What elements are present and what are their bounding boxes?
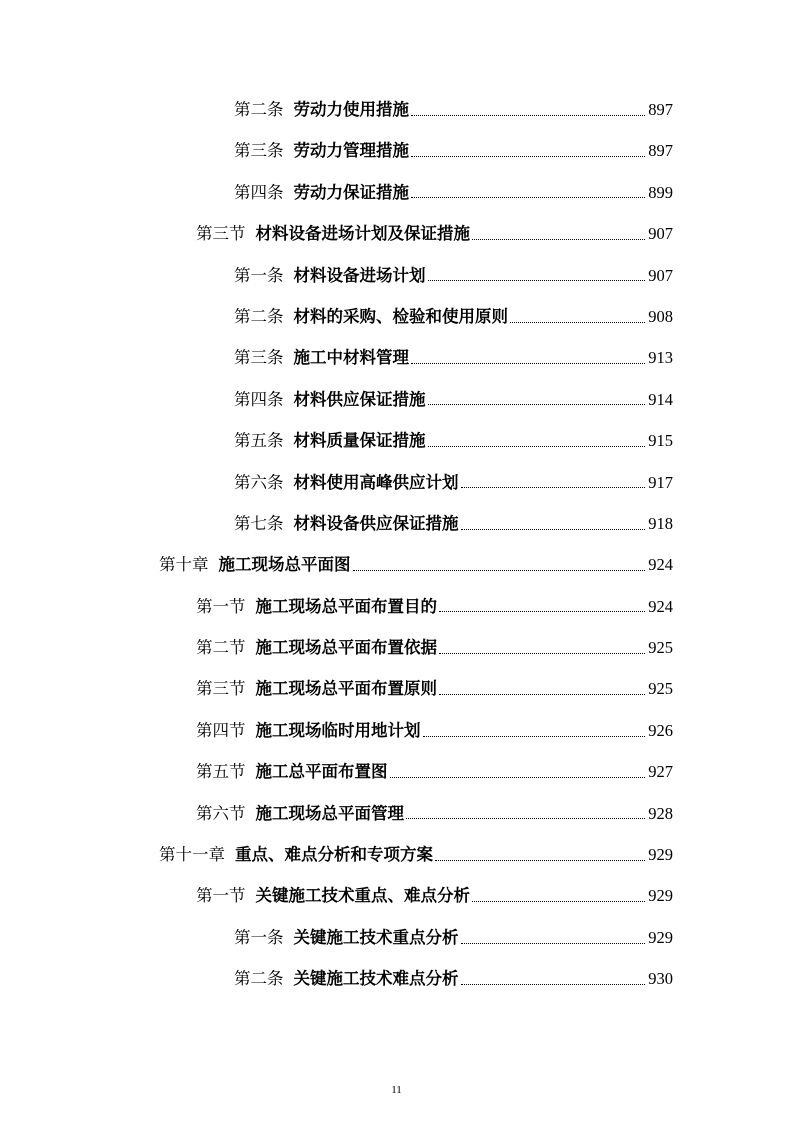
toc-entry-title: 施工现场总平面布置依据	[255, 638, 437, 658]
dot-leader	[472, 900, 645, 902]
dot-leader	[439, 610, 645, 612]
toc-entry-page: 907	[648, 265, 673, 285]
toc-entry[interactable]	[0, 420, 793, 461]
toc-entry-page: 917	[648, 472, 673, 492]
toc-entry[interactable]	[0, 958, 793, 999]
dot-leader	[428, 403, 646, 405]
toc-entry-page: 928	[648, 803, 673, 823]
toc-entry[interactable]	[0, 875, 793, 916]
toc-entry-page: 907	[648, 224, 673, 244]
toc-entry-number: 第二条	[234, 969, 284, 989]
toc-entry-number: 第三节	[196, 224, 246, 244]
toc-entry-title: 关键施工技术重点、难点分析	[255, 886, 470, 906]
toc-entry-title: 劳动力保证措施	[293, 182, 409, 202]
toc-entry-title: 施工现场总平面布置原则	[255, 679, 437, 699]
toc-entry-title: 施工现场临时用地计划	[255, 720, 421, 740]
toc-entry-title: 施工中材料管理	[293, 348, 409, 368]
dot-leader	[461, 528, 646, 530]
table-of-contents	[0, 89, 793, 1000]
toc-entry[interactable]	[0, 89, 793, 130]
toc-entry-number: 第二条	[234, 306, 284, 326]
toc-entry-number: 第六节	[196, 803, 246, 823]
toc-entry-title: 材料供应保证措施	[293, 389, 426, 409]
toc-entry-page: 927	[648, 762, 673, 782]
toc-entry[interactable]	[0, 462, 793, 503]
toc-entry[interactable]	[0, 172, 793, 213]
toc-entry-number: 第三节	[196, 679, 246, 699]
toc-entry-page: 914	[648, 389, 673, 409]
toc-entry-title: 材料使用高峰供应计划	[293, 472, 459, 492]
toc-entry[interactable]	[0, 379, 793, 420]
toc-entry-number: 第三条	[234, 348, 284, 368]
dot-leader	[411, 196, 645, 198]
toc-entry-page: 918	[648, 513, 673, 533]
toc-entry-title: 重点、难点分析和专项方案	[235, 845, 433, 865]
toc-entry-number: 第五节	[196, 762, 246, 782]
toc-entry[interactable]	[0, 668, 793, 709]
toc-entry-number: 第七条	[234, 513, 284, 533]
toc-entry-title: 施工现场总平面布置目的	[255, 596, 437, 616]
toc-entry-number: 第一条	[234, 927, 284, 947]
toc-entry-number: 第二节	[196, 638, 246, 658]
toc-entry-number: 第一节	[196, 886, 246, 906]
dot-leader	[435, 859, 645, 861]
toc-entry-title: 材料的采购、检验和使用原则	[293, 306, 508, 326]
dot-leader	[353, 569, 646, 571]
dot-leader	[428, 279, 646, 281]
toc-entry[interactable]	[0, 296, 793, 337]
toc-entry-page: 913	[648, 348, 673, 368]
toc-entry-page: 926	[648, 720, 673, 740]
dot-leader	[461, 983, 646, 985]
toc-entry[interactable]	[0, 544, 793, 585]
toc-entry[interactable]	[0, 917, 793, 958]
toc-entry[interactable]	[0, 337, 793, 378]
dot-leader	[411, 114, 645, 116]
dot-leader	[406, 817, 645, 819]
toc-entry[interactable]	[0, 213, 793, 254]
toc-entry[interactable]	[0, 130, 793, 171]
toc-entry-title: 材料设备进场计划	[293, 265, 426, 285]
toc-entry-page: 930	[648, 969, 673, 989]
toc-entry[interactable]	[0, 586, 793, 627]
toc-entry[interactable]	[0, 710, 793, 751]
toc-entry-page: 929	[648, 927, 673, 947]
toc-entry-page: 929	[648, 886, 673, 906]
toc-entry-title: 施工现场总平面图	[218, 555, 351, 575]
toc-entry-page: 915	[648, 431, 673, 451]
dot-leader	[428, 445, 646, 447]
toc-entry-number: 第十章	[159, 555, 209, 575]
toc-entry[interactable]	[0, 793, 793, 834]
toc-entry-number: 第四条	[234, 389, 284, 409]
toc-entry-page: 924	[648, 596, 673, 616]
dot-leader	[439, 693, 645, 695]
toc-entry-number: 第四条	[234, 182, 284, 202]
toc-entry[interactable]	[0, 503, 793, 544]
toc-entry-page: 924	[648, 555, 673, 575]
toc-entry-title: 劳动力管理措施	[293, 141, 409, 161]
toc-entry-title: 材料设备进场计划及保证措施	[255, 224, 470, 244]
toc-entry-page: 925	[648, 679, 673, 699]
toc-entry[interactable]	[0, 627, 793, 668]
toc-entry-title: 施工总平面布置图	[255, 762, 388, 782]
dot-leader	[461, 486, 646, 488]
toc-entry-number: 第二条	[234, 100, 284, 119]
toc-entry-title: 劳动力使用措施	[293, 100, 409, 119]
dot-leader	[461, 942, 646, 944]
dot-leader	[423, 735, 646, 737]
toc-entry[interactable]	[0, 255, 793, 296]
toc-entry[interactable]	[0, 834, 793, 875]
toc-entry-number: 第四节	[196, 720, 246, 740]
toc-entry-page: 897	[648, 100, 673, 119]
toc-entry[interactable]	[0, 751, 793, 792]
dot-leader	[439, 652, 645, 654]
dot-leader	[411, 362, 645, 364]
toc-entry-page: 897	[648, 141, 673, 161]
page-number: 11	[391, 1084, 402, 1096]
toc-entry-title: 关键施工技术重点分析	[293, 927, 459, 947]
toc-entry-number: 第六条	[234, 472, 284, 492]
toc-entry-number: 第十一章	[159, 845, 225, 865]
toc-entry-number: 第五条	[234, 431, 284, 451]
dot-leader	[510, 321, 645, 323]
toc-entry-page: 929	[648, 845, 673, 865]
dot-leader	[411, 155, 645, 157]
dot-leader	[390, 776, 646, 778]
dot-leader	[472, 238, 645, 240]
toc-entry-number: 第一条	[234, 265, 284, 285]
toc-entry-page: 908	[648, 306, 673, 326]
toc-entry-title: 施工现场总平面管理	[255, 803, 404, 823]
toc-entry-title: 材料质量保证措施	[293, 431, 426, 451]
toc-entry-number: 第一节	[196, 596, 246, 616]
toc-entry-number: 第三条	[234, 141, 284, 161]
toc-entry-page: 925	[648, 638, 673, 658]
toc-entry-page: 899	[648, 182, 673, 202]
toc-entry-title: 材料设备供应保证措施	[293, 513, 459, 533]
toc-entry-title: 关键施工技术难点分析	[293, 969, 459, 989]
